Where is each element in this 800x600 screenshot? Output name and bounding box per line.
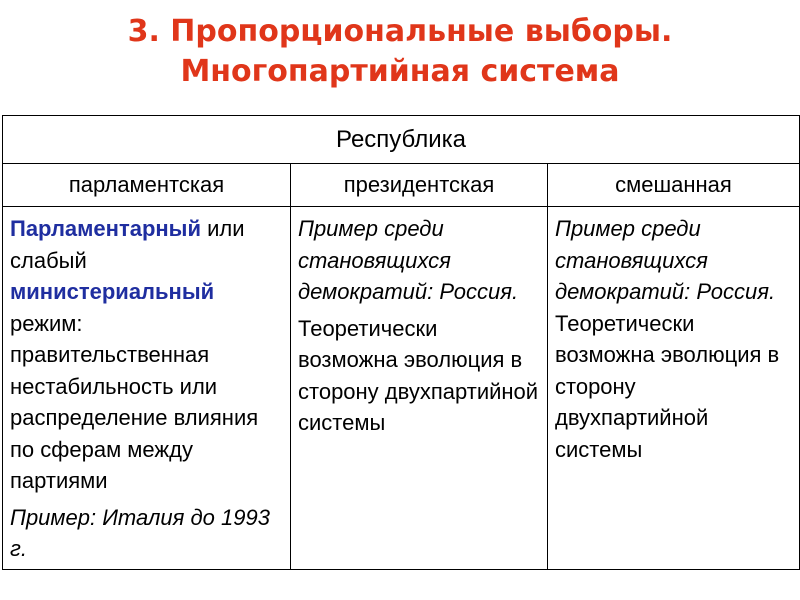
parliamentary-example: Пример: Италия до 1993 г. xyxy=(10,504,270,561)
slide-title-line-1: 3. Пропорциональные выборы. xyxy=(127,14,673,49)
cell-parliamentary xyxy=(3,207,291,570)
table-row xyxy=(3,207,800,570)
cell-mixed xyxy=(548,207,800,570)
description-part-1: или слабый xyxy=(10,216,245,273)
slide-title-line-2: Многопартийная система xyxy=(180,54,620,89)
column-header-mixed: смешанная xyxy=(548,164,800,207)
column-header-presidential: президентская xyxy=(291,164,548,207)
header-republic: Республика xyxy=(3,116,800,164)
description-part-2: режим: правительственная нестабильность или распределение влияния по сферам между партиями xyxy=(10,310,259,493)
parliamentary-description xyxy=(10,213,284,497)
term-ministerial: министериальный xyxy=(10,279,215,304)
column-header-parliamentary: парламентская xyxy=(3,164,291,207)
mixed-description: Теоретически возможна эволюция в сторону двухпартийной системы xyxy=(555,310,780,462)
cell-presidential xyxy=(291,207,548,570)
table-subheader-row xyxy=(3,164,800,207)
mixed-example: Пример среди становящихся демократий: Россия. xyxy=(555,216,776,304)
republic-table xyxy=(2,115,800,570)
slide-title xyxy=(0,12,800,92)
presidential-example: Пример среди становящихся демократий: Россия. xyxy=(298,216,519,304)
presidential-description: Теоретически возможна эволюция в сторону двухпартийной системы xyxy=(298,315,539,435)
term-parliamentary: Парламентарный xyxy=(10,216,201,241)
table-header-row xyxy=(3,116,800,164)
